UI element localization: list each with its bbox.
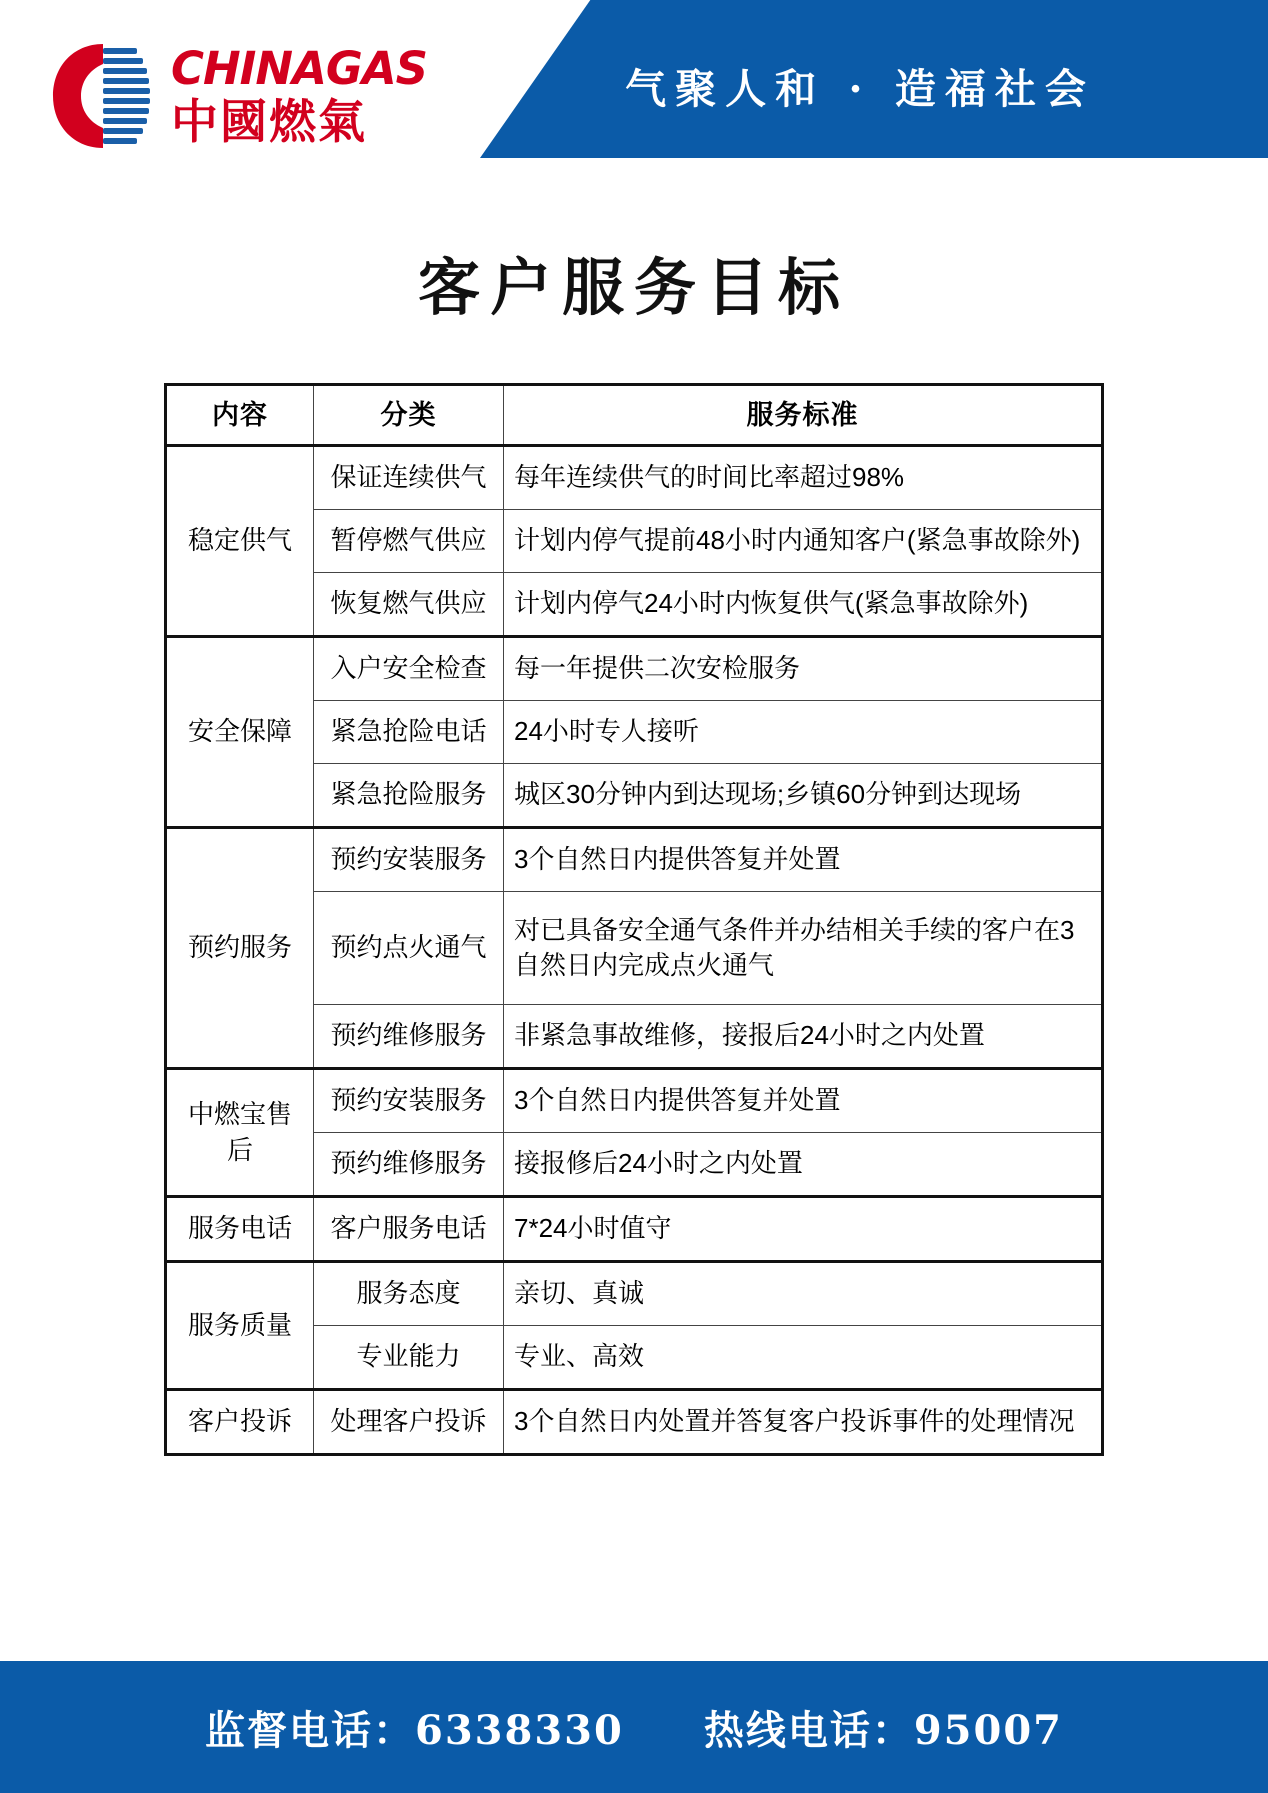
- cell-category: 预约维修服务: [314, 1005, 504, 1069]
- table-row: [166, 828, 1103, 892]
- cell-standard: 3个自然日内提供答复并处置: [504, 1069, 1103, 1133]
- cell-content-group: 服务质量: [166, 1262, 314, 1390]
- cell-category: 处理客户投诉: [314, 1390, 504, 1455]
- cell-category: 恢复燃气供应: [314, 573, 504, 637]
- cell-standard: 3个自然日内处置并答复客户投诉事件的处理情况: [504, 1390, 1103, 1455]
- cell-standard: 每一年提供二次安检服务: [504, 637, 1103, 701]
- table-row: [166, 1069, 1103, 1133]
- page-footer: [0, 1661, 1268, 1793]
- hotline-phone-number: 95007: [913, 1706, 1063, 1754]
- cell-standard: 7*24小时值守: [504, 1197, 1103, 1262]
- cell-category: 服务态度: [314, 1262, 504, 1326]
- brand-logo: [45, 40, 427, 152]
- cell-standard: 城区30分钟内到达现场;乡镇60分钟到达现场: [504, 764, 1103, 828]
- table-body: [166, 446, 1103, 1455]
- cell-standard: 专业、高效: [504, 1326, 1103, 1390]
- page-header: [0, 0, 1268, 170]
- cell-content-group: 预约服务: [166, 828, 314, 1069]
- table-row: [166, 637, 1103, 701]
- cell-category: 预约维修服务: [314, 1133, 504, 1197]
- cell-category: 保证连续供气: [314, 446, 504, 510]
- cell-category: 预约安装服务: [314, 1069, 504, 1133]
- cell-standard: 接报修后24小时之内处置: [504, 1133, 1103, 1197]
- supervision-phone-label: 监督电话：: [205, 1706, 415, 1754]
- supervision-phone-number: 6338330: [415, 1706, 624, 1754]
- chinagas-logo-icon: [45, 40, 157, 152]
- cell-standard: 计划内停气提前48小时内通知客户(紧急事故除外): [504, 510, 1103, 573]
- page-title: 客户服务目标: [417, 251, 850, 324]
- cell-content-group: 中燃宝售后: [166, 1069, 314, 1197]
- service-standards-table: [164, 383, 1104, 1456]
- table-row: [166, 1197, 1103, 1262]
- column-header-standard: 服务标准: [504, 385, 1103, 446]
- service-standards-table-wrapper: [164, 383, 1104, 1456]
- table-row: [166, 1262, 1103, 1326]
- cell-content-group: 客户投诉: [166, 1390, 314, 1455]
- table-header-row: [166, 385, 1103, 446]
- cell-category: 专业能力: [314, 1326, 504, 1390]
- cell-category: 预约安装服务: [314, 828, 504, 892]
- cell-standard: 非紧急事故维修，接报后24小时之内处置: [504, 1005, 1103, 1069]
- slogan-text: 气聚人和 · 造福社会: [625, 65, 1095, 113]
- table-header: [166, 385, 1103, 446]
- column-header-content: 内容: [166, 385, 314, 446]
- cell-content-group: 安全保障: [166, 637, 314, 828]
- cell-standard: 每年连续供气的时间比率超过98%: [504, 446, 1103, 510]
- cell-category: 预约点火通气: [314, 892, 504, 1005]
- cell-category: 紧急抢险服务: [314, 764, 504, 828]
- brand-name-en: CHINAGAS: [171, 42, 428, 95]
- brand-wordmark: [171, 42, 428, 150]
- hotline-phone-label: 热线电话：: [703, 1706, 914, 1754]
- brand-name-cn: 中國燃氣: [171, 95, 367, 150]
- hotline-phone: [704, 1699, 1063, 1756]
- cell-category: 入户安全检查: [314, 637, 504, 701]
- cell-category: 暂停燃气供应: [314, 510, 504, 573]
- cell-standard: 亲切、真诚: [504, 1262, 1103, 1326]
- cell-standard: 24小时专人接听: [504, 701, 1103, 764]
- cell-category: 客户服务电话: [314, 1197, 504, 1262]
- cell-standard: 计划内停气24小时内恢复供气(紧急事故除外): [504, 573, 1103, 637]
- table-row: [166, 1390, 1103, 1455]
- supervision-phone: [205, 1699, 624, 1756]
- column-header-category: 分类: [314, 385, 504, 446]
- cell-content-group: 服务电话: [166, 1197, 314, 1262]
- cell-content-group: 稳定供气: [166, 446, 314, 637]
- cell-standard: 对已具备安全通气条件并办结相关手续的客户在3自然日内完成点火通气: [504, 892, 1103, 1005]
- table-row: [166, 446, 1103, 510]
- cell-standard: 3个自然日内提供答复并处置: [504, 828, 1103, 892]
- cell-category: 紧急抢险电话: [314, 701, 504, 764]
